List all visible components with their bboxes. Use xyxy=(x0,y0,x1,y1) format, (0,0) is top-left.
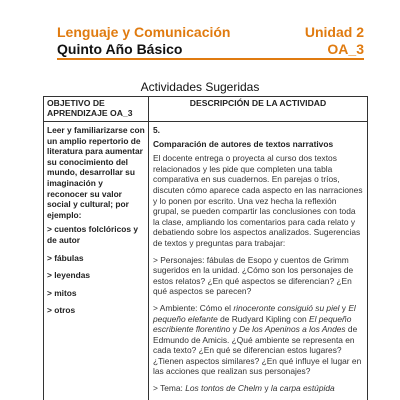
oa-label: OA_3 xyxy=(327,41,364,57)
description-column-header: DESCRIPCIÓN DE LA ACTIVIDAD xyxy=(149,97,368,122)
book-title: De los Apeninos a los Andes xyxy=(239,324,346,335)
subject-title: Lenguaje y Comunicación xyxy=(57,24,231,40)
activity-table xyxy=(43,96,368,400)
characters-paragraph: > Personajes: fábulas de Esopo y cuentos de Grimm sugeridos en la unidad. ¿Cómo son los personajes de estos relatos? ¿En qué aspectos se diferencian? ¿En qué aspectos se parecen? xyxy=(153,254,354,297)
book-title: la carpa estúpida xyxy=(270,383,335,394)
setting-text: y xyxy=(339,302,349,313)
objective-intro: Leer y familiarizarse con un amplio repertorio de literatura para aumentar su conocimiento del mundo, desarrollar su imaginación y reconocer su valor social y cultural; por ejemplo: xyxy=(47,125,145,220)
objective-cell xyxy=(44,122,149,400)
setting-text: de Edmundo de Amicis. ¿Qué ambiente se representa en cada texto? ¿En qué se diferencian estos lugares? ¿Tienen aspectos similares? ¿En qué influye el lugar en las acciones que realizan sus personajes? xyxy=(153,324,362,377)
setting-text: y xyxy=(230,324,240,335)
theme-text: y xyxy=(262,383,271,394)
activity-paragraph: El docente entrega o proyecta al curso dos textos relacionados y les pide que completen una tabla comparativa en sus cuadernos. En parejas o tríos, discuten cómo aparece cada aspecto en las narraciones y lo ponen por escrito. Una vez hecha la reflexión grupal, se pueden compartir las conclusiones con toda la clase, ampliando los comentarios para cada relato y debatiendo sobre los aspectos analizados. Sugerencias de textos y preguntas para trabajar: xyxy=(153,153,363,248)
setting-text: de Rudyard Kipling con xyxy=(217,313,309,324)
theme-text: > Tema: xyxy=(153,383,186,394)
unit-label: Unidad 2 xyxy=(304,24,364,40)
description-cell xyxy=(149,122,368,400)
list-item: > leyendas xyxy=(47,270,91,281)
list-item: > otros xyxy=(47,305,76,316)
table-header-row xyxy=(44,97,368,122)
objective-column-header: OBJETIVO DE APRENDIZAJE OA_3 xyxy=(44,97,149,122)
page-header xyxy=(57,24,364,58)
book-title: Los tontos de Chelm xyxy=(185,383,263,394)
table-row xyxy=(44,122,368,400)
activity-title: Comparación de autores de textos narrativos xyxy=(153,138,334,149)
book-title: rinoceronte consiguió su piel xyxy=(233,302,340,313)
book-title: El pequeño escribiente florentino xyxy=(153,313,352,335)
section-title: Actividades Sugeridas xyxy=(140,80,260,94)
list-item: > cuentos folclóricos y de autor xyxy=(47,224,138,245)
list-item: > mitos xyxy=(47,287,77,298)
header-divider xyxy=(57,58,364,60)
setting-paragraph xyxy=(153,303,363,377)
setting-text: > Ambiente: Cómo el xyxy=(153,302,234,313)
theme-paragraph xyxy=(153,383,363,394)
grade-title: Quinto Año Básico xyxy=(57,41,183,57)
list-item: > fábulas xyxy=(47,252,84,263)
activity-number: 5. xyxy=(153,125,160,135)
book-title: El pequeño elefante xyxy=(153,302,356,324)
